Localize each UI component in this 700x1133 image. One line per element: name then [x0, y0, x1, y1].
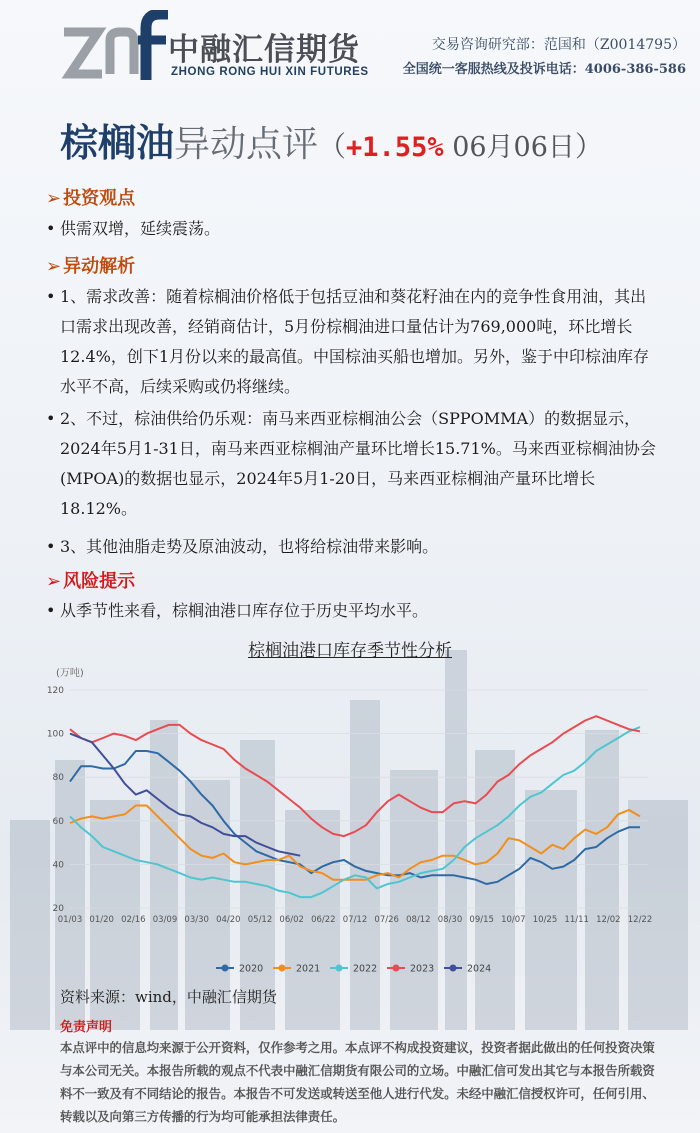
x-tick-label: 10/25 [532, 915, 558, 925]
x-tick-label: 12/22 [627, 915, 653, 925]
bullet-icon: • [46, 287, 56, 306]
bullet-icon: • [46, 409, 56, 428]
x-tick-label: 10/07 [501, 915, 526, 925]
series-line-2023 [70, 716, 640, 836]
chart-ylabel: (万吨) [56, 668, 84, 679]
chart-legend [216, 964, 491, 975]
x-tick-label: 06/22 [311, 915, 336, 925]
disclaimer-title: 免责声明 [60, 1020, 113, 1035]
title-subject: 异动点评 [174, 124, 319, 165]
series-line-2024 [70, 734, 300, 856]
title-paren-open: （ [318, 130, 347, 163]
legend-label-2024: 2024 [467, 963, 492, 975]
chart-title: 棕榈油港口库存季节性分析 [248, 641, 452, 661]
inventory-seasonal-chart [0, 660, 700, 980]
paragraph-text: 3、其他油脂走势及原油波动，也将给棕油带来影响。 [60, 537, 439, 556]
investment-view-text [46, 214, 661, 244]
section-analysis [46, 252, 135, 278]
title-paren-close: ） [574, 130, 603, 163]
analysis-item-1 [46, 282, 661, 402]
title-date-value: 06月06日 [452, 132, 575, 163]
x-tick-label: 11/11 [564, 915, 589, 925]
legend-marker-2020 [222, 965, 229, 972]
x-tick-label: 07/26 [374, 915, 399, 925]
x-tick-label: 03/09 [152, 915, 178, 925]
chart-series [70, 716, 640, 897]
company-name-en: ZHONG RONG HUI XIN FUTURES [171, 66, 369, 78]
analysis-item-2 [46, 404, 661, 524]
bullet-icon: • [46, 219, 56, 238]
data-source: 资料来源：wind，中融汇信期货 [60, 988, 277, 1006]
company-name-cn: 中融汇信期货 [168, 32, 360, 68]
x-tick-label: 08/30 [437, 915, 463, 925]
x-tick-label: 08/12 [406, 915, 431, 925]
legend-label-2022: 2022 [353, 963, 378, 975]
legend-label-2021: 2021 [296, 963, 321, 975]
x-tick-label: 04/20 [216, 915, 241, 925]
x-tick-label: 02/16 [121, 915, 146, 925]
x-tick-label: 06/02 [279, 915, 304, 925]
page-title [60, 112, 603, 167]
header [0, 0, 700, 100]
x-tick-label: 03/30 [184, 915, 209, 925]
legend-marker-2021 [279, 965, 286, 972]
y-tick-label: 80 [52, 773, 64, 784]
paragraph-text: 1、需求改善：随着棕榈油价格低于包括豆油和葵花籽油在内的竞争性食用油，其出口需求出现改善，经销商估计，5月份棕榈油进口量估计为769,000吨，环比增长12.4%，创下1月份以来的最高值。中国棕油买船也增加。另外，鉴于中印棕油库存水平不高，后续采购或仍将继续。 [60, 287, 650, 396]
section-heading: 投资观点 [63, 188, 136, 209]
bullet-icon: • [46, 537, 56, 556]
legend-marker-2022 [336, 965, 343, 972]
hotline-contact: 全国统一客服热线及投诉电话：4006-386-586 [402, 62, 686, 77]
title-change-percent: +1.55% [346, 132, 444, 163]
chart-yticks [47, 686, 64, 914]
x-tick-label: 09/15 [469, 915, 494, 925]
legend-label-2023: 2023 [410, 963, 435, 975]
bullet-icon: • [46, 601, 56, 620]
section-investment-view [46, 184, 135, 210]
paragraph-text: 供需双增，延续震荡。 [60, 219, 221, 238]
risk-text [46, 596, 661, 626]
title-product: 棕榈油 [60, 120, 175, 165]
arrow-icon: ➢ [46, 188, 62, 209]
disclaimer-body: 本点评中的信息均来源于公开资料，仅作参考之用。本点评不构成投资建议，投资者据此做出的任何投资决策与本公司无关。本报告所载的观点不代表中融汇信期货有限公司的立场。中融汇信可发出其它与本报告所载资料不一致及有不同结论的报告。本报告不可发送或转送至他人进行代发。未经中融汇信授权许可，任何引用、转载以及向第三方传播的行为均可能承担法律责任。 [60, 1040, 655, 1124]
section-heading: 异动解析 [63, 256, 136, 277]
arrow-icon: ➢ [46, 256, 62, 277]
y-tick-label: 20 [52, 904, 64, 914]
paragraph-text: 从季节性来看，棕榈油港口库存位于历史平均水平。 [60, 601, 429, 620]
legend-marker-2023 [393, 965, 400, 972]
section-risk [46, 567, 135, 593]
analyst-contact: 交易咨询研究部：范国和（Z0014795） [431, 37, 686, 53]
x-tick-label: 07/12 [342, 915, 368, 925]
title-date [444, 132, 575, 163]
x-tick-label: 01/20 [89, 915, 114, 925]
analysis-item-3 [46, 532, 661, 562]
arrow-icon: ➢ [46, 571, 62, 592]
y-tick-label: 40 [52, 860, 64, 871]
x-tick-label: 05/12 [247, 915, 273, 925]
section-heading: 风险提示 [63, 571, 136, 592]
y-tick-label: 60 [52, 816, 64, 827]
x-tick-label: 01/03 [57, 915, 83, 925]
y-tick-label: 100 [46, 729, 64, 740]
paragraph-text: 2、不过，棕油供给仍乐观：南马来西亚棕榈油公会（SPPOMMA）的数据显示，2024年5月1-31日，南马来西亚棕榈油产量环比增长15.71%。马来西亚棕榈油协会(MPOA)的数据也显示，2024年5月1-20日，马来西亚棕榈油产量环比增长18.12%。 [60, 409, 656, 518]
legend-marker-2024 [450, 965, 457, 972]
x-tick-label: 12/02 [596, 915, 621, 925]
y-tick-label: 120 [46, 686, 64, 696]
legend-label-2020: 2020 [239, 963, 264, 975]
chart-xticks [58, 915, 653, 925]
company-logo-icon [58, 10, 170, 84]
